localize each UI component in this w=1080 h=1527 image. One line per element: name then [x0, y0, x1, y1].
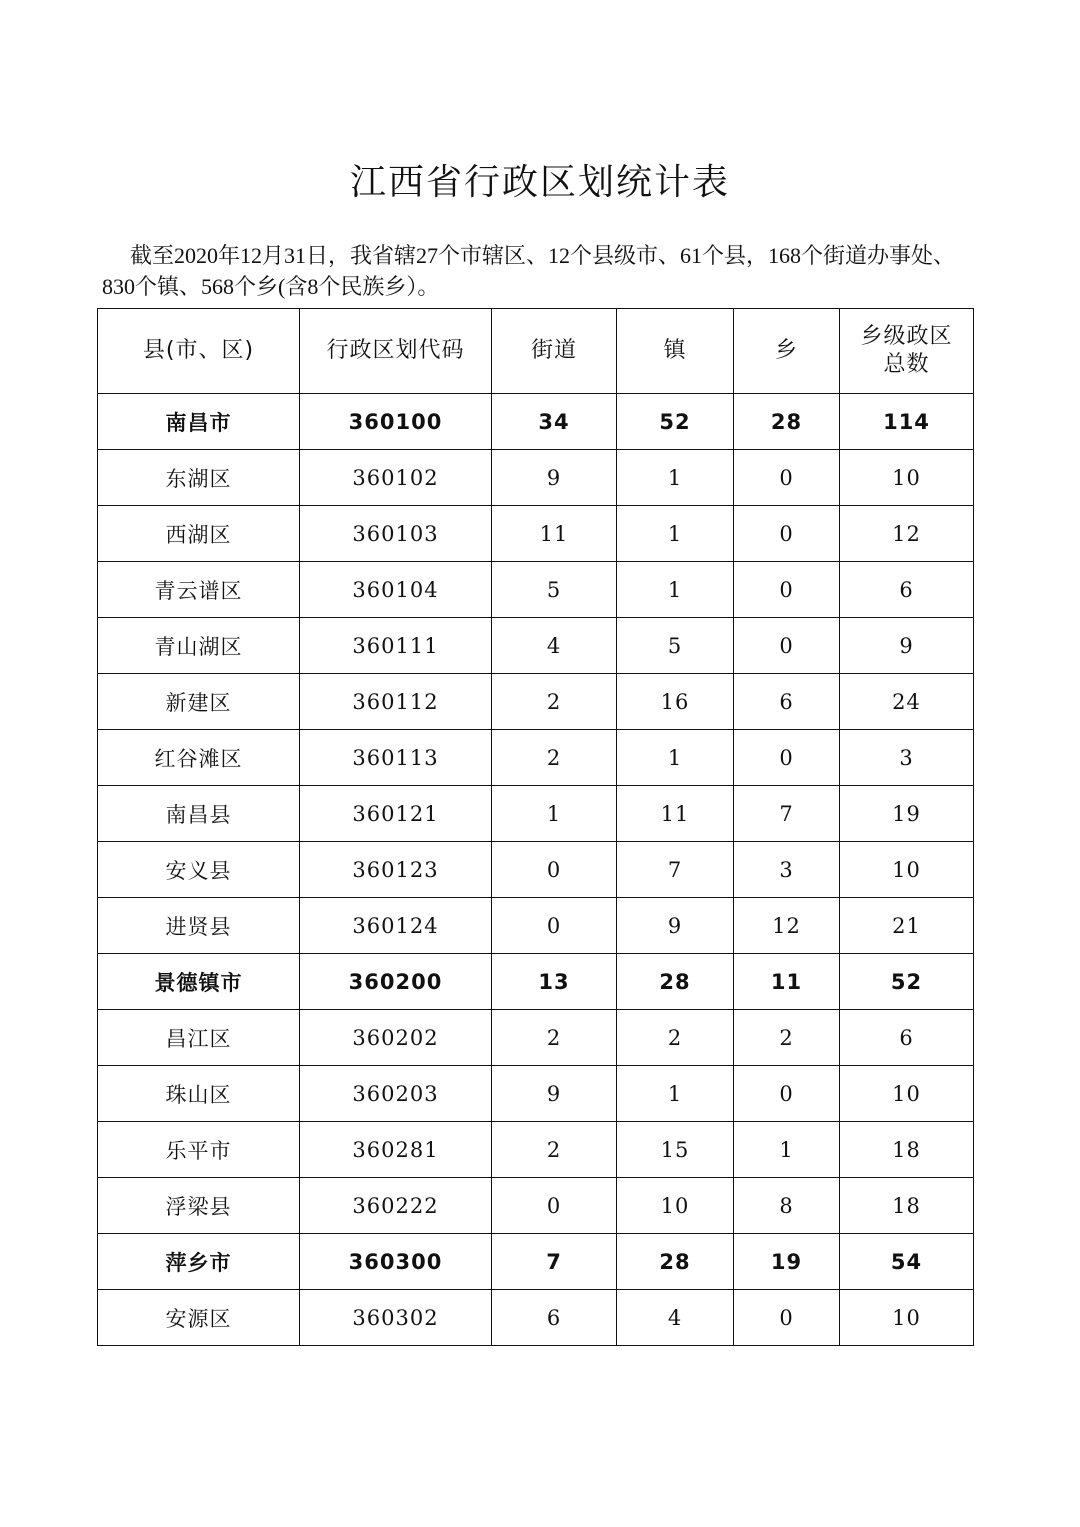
cell-street: 34: [492, 394, 617, 450]
table-row-city: [98, 954, 974, 1010]
cell-code: 360103: [300, 506, 492, 562]
cell-code: 360100: [300, 394, 492, 450]
cell-total: 21: [840, 898, 974, 954]
cell-county: 昌江区: [98, 1010, 300, 1066]
cell-county: 东湖区: [98, 450, 300, 506]
cell-street: 9: [492, 450, 617, 506]
cell-total: 10: [840, 842, 974, 898]
cell-town: 11: [617, 786, 734, 842]
table-row: [98, 562, 974, 618]
cell-county: 安源区: [98, 1290, 300, 1346]
cell-street: 13: [492, 954, 617, 1010]
cell-township: 12: [734, 898, 840, 954]
cell-county: 景德镇市: [98, 954, 300, 1010]
cell-code: 360203: [300, 1066, 492, 1122]
table-row: [98, 1178, 974, 1234]
cell-county: 浮梁县: [98, 1178, 300, 1234]
cell-total: 10: [840, 1290, 974, 1346]
table-row: [98, 842, 974, 898]
cell-total: 10: [840, 1066, 974, 1122]
cell-county: 新建区: [98, 674, 300, 730]
cell-total: 24: [840, 674, 974, 730]
cell-town: 7: [617, 842, 734, 898]
statistics-table: [97, 308, 974, 1346]
cell-total: 18: [840, 1178, 974, 1234]
cell-street: 2: [492, 674, 617, 730]
cell-total: 6: [840, 1010, 974, 1066]
cell-total: 12: [840, 506, 974, 562]
header-code: 行政区划代码: [300, 309, 492, 394]
cell-code: 360222: [300, 1178, 492, 1234]
cell-town: 9: [617, 898, 734, 954]
table-row: [98, 730, 974, 786]
cell-street: 9: [492, 1066, 617, 1122]
cell-township: 0: [734, 1290, 840, 1346]
table-row: [98, 618, 974, 674]
cell-total: 3: [840, 730, 974, 786]
table-row: [98, 506, 974, 562]
header-township: 乡: [734, 309, 840, 394]
table-row: [98, 786, 974, 842]
cell-township: 2: [734, 1010, 840, 1066]
cell-town: 10: [617, 1178, 734, 1234]
cell-county: 青云谱区: [98, 562, 300, 618]
cell-street: 5: [492, 562, 617, 618]
cell-street: 4: [492, 618, 617, 674]
cell-town: 1: [617, 450, 734, 506]
cell-street: 11: [492, 506, 617, 562]
cell-total: 9: [840, 618, 974, 674]
cell-town: 4: [617, 1290, 734, 1346]
table-row: [98, 1010, 974, 1066]
cell-total: 10: [840, 450, 974, 506]
cell-total: 52: [840, 954, 974, 1010]
cell-code: 360111: [300, 618, 492, 674]
page-title: 江西省行政区划统计表: [349, 162, 730, 203]
cell-town: 2: [617, 1010, 734, 1066]
intro-paragraph: 截至2020年12月31日，我省辖27个市辖区、12个县级市、61个县，168个街道办事处、830个镇、568个乡(含8个民族乡）。: [102, 243, 956, 299]
cell-code: 360112: [300, 674, 492, 730]
header-town: 镇: [617, 309, 734, 394]
cell-code: 360302: [300, 1290, 492, 1346]
cell-township: 7: [734, 786, 840, 842]
cell-town: 16: [617, 674, 734, 730]
cell-county: 安义县: [98, 842, 300, 898]
cell-code: 360281: [300, 1122, 492, 1178]
cell-township: 0: [734, 562, 840, 618]
header-street: 街道: [492, 309, 617, 394]
cell-code: 360123: [300, 842, 492, 898]
cell-town: 1: [617, 730, 734, 786]
cell-code: 360113: [300, 730, 492, 786]
cell-street: 0: [492, 1178, 617, 1234]
cell-township: 11: [734, 954, 840, 1010]
table-row: [98, 1290, 974, 1346]
table-row-city: [98, 394, 974, 450]
cell-township: 6: [734, 674, 840, 730]
table-row: [98, 674, 974, 730]
cell-township: 28: [734, 394, 840, 450]
cell-street: 6: [492, 1290, 617, 1346]
cell-street: 0: [492, 842, 617, 898]
cell-county: 红谷滩区: [98, 730, 300, 786]
cell-county: 珠山区: [98, 1066, 300, 1122]
cell-code: 360102: [300, 450, 492, 506]
table-row: [98, 1122, 974, 1178]
table-header-row: [98, 309, 974, 394]
cell-code: 360124: [300, 898, 492, 954]
cell-street: 7: [492, 1234, 617, 1290]
cell-township: 0: [734, 1066, 840, 1122]
cell-total: 6: [840, 562, 974, 618]
table-body: [98, 394, 974, 1346]
cell-county: 西湖区: [98, 506, 300, 562]
cell-code: 360121: [300, 786, 492, 842]
cell-township: 0: [734, 730, 840, 786]
table-row: [98, 450, 974, 506]
table-row: [98, 1066, 974, 1122]
cell-street: 0: [492, 898, 617, 954]
cell-code: 360200: [300, 954, 492, 1010]
header-total-label: 乡级政区总数: [860, 324, 953, 377]
cell-town: 1: [617, 562, 734, 618]
cell-town: 5: [617, 618, 734, 674]
cell-township: 3: [734, 842, 840, 898]
cell-county: 青山湖区: [98, 618, 300, 674]
cell-county: 萍乡市: [98, 1234, 300, 1290]
cell-town: 1: [617, 1066, 734, 1122]
cell-township: 19: [734, 1234, 840, 1290]
cell-county: 南昌县: [98, 786, 300, 842]
cell-total: 18: [840, 1122, 974, 1178]
cell-code: 360104: [300, 562, 492, 618]
cell-town: 28: [617, 954, 734, 1010]
cell-county: 进贤县: [98, 898, 300, 954]
cell-county: 乐平市: [98, 1122, 300, 1178]
cell-code: 360202: [300, 1010, 492, 1066]
cell-street: 2: [492, 1010, 617, 1066]
cell-street: 2: [492, 730, 617, 786]
table-row: [98, 898, 974, 954]
header-county: 县(市、区): [98, 309, 300, 394]
cell-township: 0: [734, 618, 840, 674]
cell-street: 1: [492, 786, 617, 842]
cell-town: 52: [617, 394, 734, 450]
cell-town: 1: [617, 506, 734, 562]
cell-township: 0: [734, 450, 840, 506]
cell-total: 114: [840, 394, 974, 450]
header-total: [840, 309, 974, 394]
cell-code: 360300: [300, 1234, 492, 1290]
cell-total: 19: [840, 786, 974, 842]
cell-township: 0: [734, 506, 840, 562]
cell-township: 1: [734, 1122, 840, 1178]
cell-township: 8: [734, 1178, 840, 1234]
cell-street: 2: [492, 1122, 617, 1178]
cell-county: 南昌市: [98, 394, 300, 450]
cell-town: 28: [617, 1234, 734, 1290]
cell-total: 54: [840, 1234, 974, 1290]
table-row-city: [98, 1234, 974, 1290]
cell-town: 15: [617, 1122, 734, 1178]
